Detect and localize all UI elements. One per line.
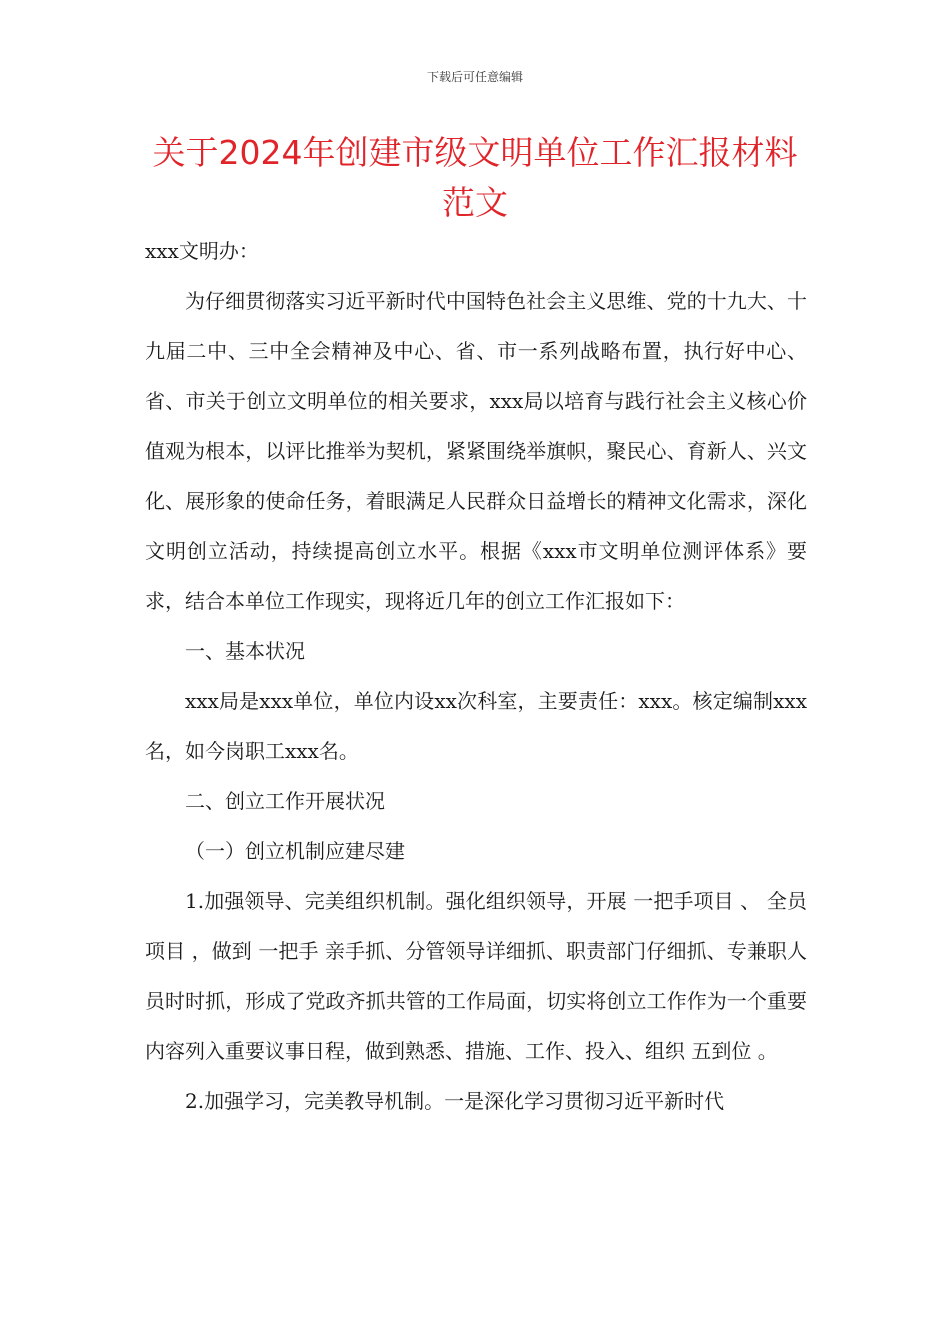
section-heading-basic: 一、基本状况 [185, 639, 305, 663]
subsection-heading-mechanism: （一）创立机制应建尽建 [185, 839, 405, 863]
paragraph-leadership: 1.加强领导、完美组织机制。强化组织领导，开展 一把手项目 、 全员项目 ，做到 一把手 亲手抓、分管领导详细抓、职责部门仔细抓、专兼职人员时时抓，形成了党政齐抓共管的工作局面，切实将创立工作作为一个重要内容列入重要议事日程，做到熟悉、措施、工作、投入、组织 五到位 。 [145, 889, 807, 1063]
section-heading-work: 二、创立工作开展状况 [185, 789, 385, 813]
header-note: 下载后可任意编辑 [426, 70, 523, 84]
paragraph-basic: xxx局是xxx单位，单位内设xx次科室，主要责任：xxx。核定编制xxx名，如今岗职工xxx名。 [145, 689, 807, 763]
salutation: xxx文明办： [145, 239, 259, 263]
paragraph-study: 2.加强学习，完美教导机制。一是深化学习贯彻习近平新时代 [185, 1089, 725, 1113]
document-body [145, 226, 807, 1126]
document-title: 关于2024年创建市级文明单位工作汇报材料范文 [152, 133, 798, 222]
paragraph-intro: 为仔细贯彻落实习近平新时代中国特色社会主义思维、党的十九大、十九届二中、三中全会精神及中心、省、市一系列战略布置，执行好中心、省、市关于创立文明单位的相关要求，xxx局以培育与践行社会主义核心价值观为根本，以评比推举为契机，紧紧围绕举旗帜，聚民心、育新人、兴文化、展形象的使命任务，着眼满足人民群众日益增长的精神文化需求，深化文明创立活动，持续提高创立水平。根据《xxx市文明单位测评体系》要求，结合本单位工作现实，现将近几年的创立工作汇报如下： [145, 289, 807, 613]
